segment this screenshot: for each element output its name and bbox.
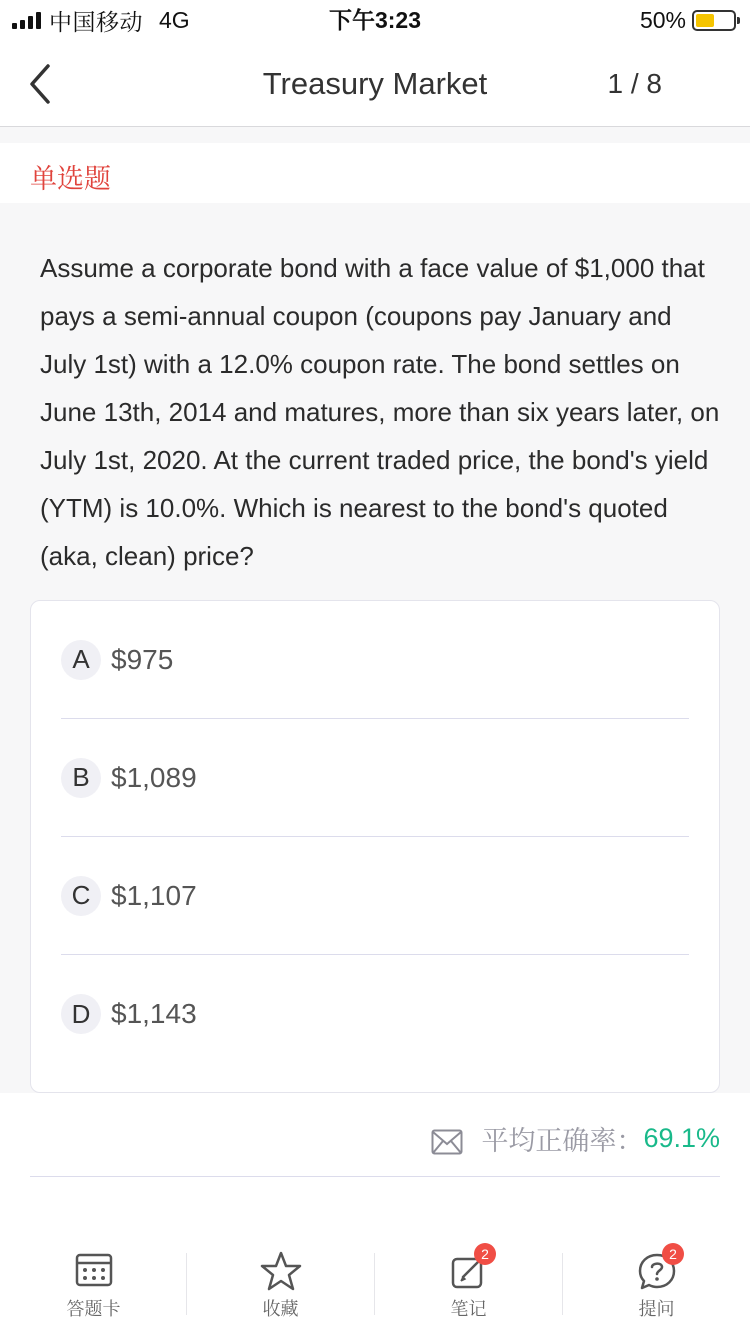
battery-percent: 50% [639,6,686,33]
option-b[interactable] [61,719,689,837]
answer-card-icon [72,1249,116,1293]
tab-notes[interactable] [375,1233,562,1334]
option-letter: B [61,758,101,798]
tab-answer-card[interactable] [0,1233,187,1334]
question-counter: 1 / 8 [607,68,662,99]
tab-label: 笔记 [450,1299,487,1319]
question-text: Assume a corporate bond with a face value of $1,000 that pays a semi-annual coupon (coupons pay January and July 1st) with a 12.0% coupon rate. The bond settles on June 13th, 2014 and matures, more than six years later, on July 1st, 2020. At the current traded price, the bond's yield (YTM) is 10.0%. Which is nearest to the bond's quoted (aka, clean) price? [40,253,720,571]
page-title: Treasury Market [262,66,488,101]
tab-label: 答题卡 [66,1299,121,1319]
option-letter: A [61,640,101,680]
carrier-name: 中国移动 [49,8,143,35]
bottom-tab-bar [0,1233,750,1334]
option-a[interactable] [61,601,689,719]
tab-label: 提问 [638,1299,675,1319]
ask-badge: 2 [662,1243,684,1265]
tab-ask[interactable] [563,1233,750,1334]
question-type-label: 单选题 [30,164,111,194]
accuracy-value: 69.1% [643,1123,720,1153]
nav-bar [0,40,750,127]
network-type: 4G [159,6,190,33]
option-c[interactable] [61,837,689,955]
option-text: $1,107 [111,879,197,911]
stats-area [0,1093,750,1233]
battery-fill [696,14,714,27]
status-right [640,6,736,34]
tab-label: 收藏 [262,1299,299,1319]
status-bar [0,0,750,40]
option-text: $1,143 [111,998,197,1029]
options-card [30,600,720,1093]
mail-icon [431,1129,463,1155]
star-icon [259,1249,303,1293]
status-time: 下午3:23 [328,7,422,33]
option-text: $1,089 [111,761,197,793]
notes-badge: 2 [474,1243,496,1265]
tab-favorite[interactable] [187,1233,374,1334]
battery-icon [692,10,736,31]
option-d[interactable] [61,955,689,1073]
accuracy-row [431,1119,720,1158]
question-type-bar [0,143,750,203]
option-letter: D [61,994,101,1034]
divider [30,1176,720,1177]
option-text: $975 [111,643,174,675]
option-letter: C [61,876,101,916]
accuracy-label: 平均正确率： [481,1126,644,1156]
